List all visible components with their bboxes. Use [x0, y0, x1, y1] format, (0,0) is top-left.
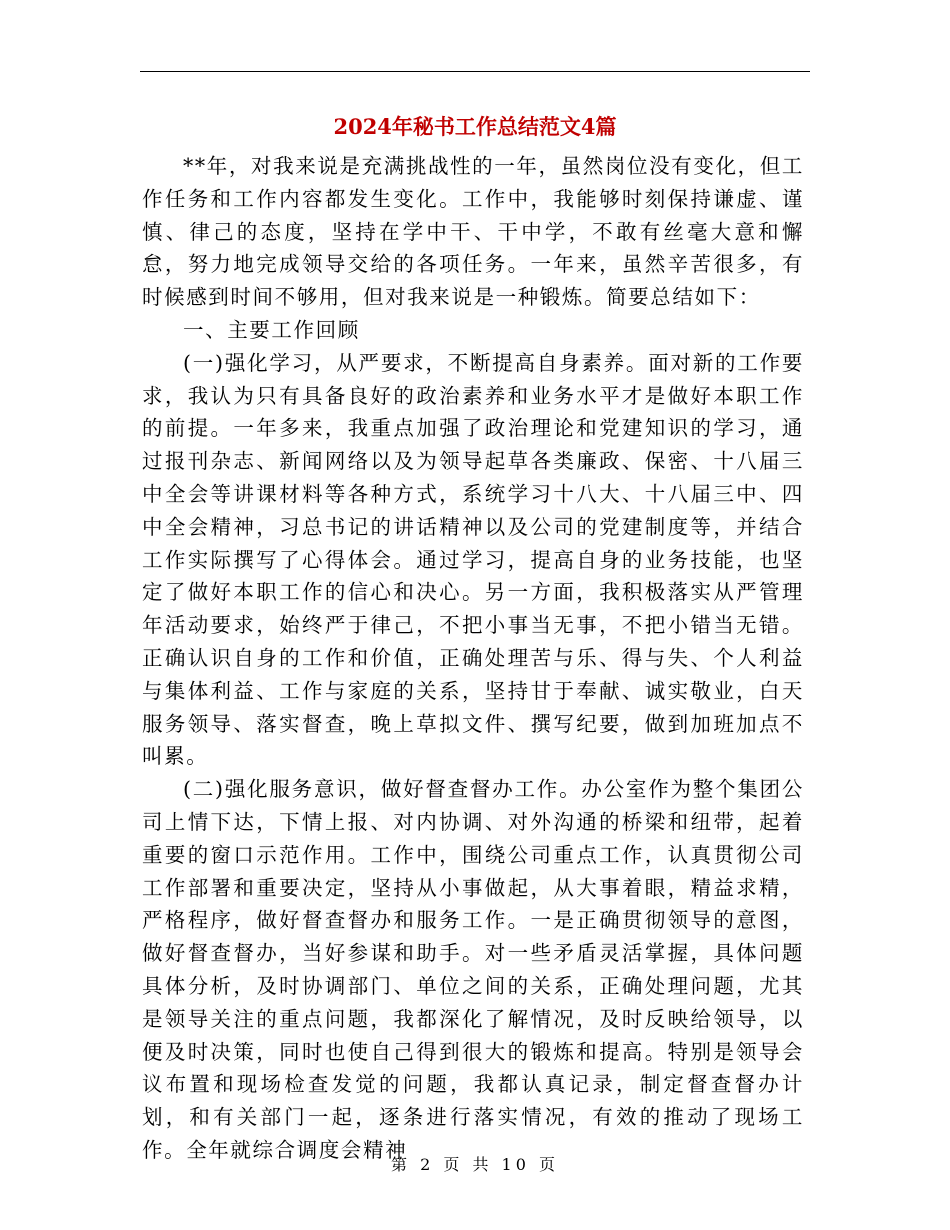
paragraph-service: (二)强化服务意识，做好督查督办工作。办公室作为整个集团公司上情下达，下情上报、对内协调、对外沟通的桥梁和纽带，起着重要的窗口示范作用。工作中，围绕公司重点工作，认真贯彻公司工作部署和重要决定，坚持从小事做起，从大事着眼，精益求精，严格程序，做好督查督办和服务工作。一是正确贯彻领导的意图，做好督查督办，当好参谋和助手。对一些矛盾灵活掌握，具体问题具体分析，及时协调部门、单位之间的关系，正确处理问题，尤其是领导关注的重点问题，我都深化了解情况，及时反映给领导，以便及时决策，同时也使自己得到很大的锻炼和提高。特别是领导会议布置和现场检查发觉的问题，我都认真记录，制定督查督办计划，和有关部门一起，逐条进行落实情况，有效的推动了现场工作。全年就综合调度会精神 [142, 777, 804, 1162]
document-body [142, 150, 804, 1167]
paragraph-study: (一)强化学习，从严要求，不断提高自身素养。面对新的工作要求，我认为只有具备良好的政治素养和业务水平才是做好本职工作的前提。一年多来，我重点加强了政治理论和党建知识的学习，通过报刊杂志、新闻网络以及为领导起草各类廉政、保密、十八届三中全会等讲课材料等各种方式，系统学习十八大、十八届三中、四中全会精神，习总书记的讲话精神以及公司的党建制度等，并结合工作实际撰写了心得体会。通过学习，提高自身的业务技能，也坚定了做好本职工作的信心和决心。另一方面，我积极落实从严管理年活动要求，始终严于律己，不把小事当无事，不把小错当无错。正确认识自身的工作和价值，正确处理苦与乐、得与失、个人利益与集体利益、工作与家庭的关系，坚持甘于奉献、诚实敬业，白天服务领导、落实督查，晚上草拟文件、撰写纪要，做到加班加点不叫累。 [142, 350, 804, 769]
header-rule [140, 71, 810, 72]
page-number-footer: 第 2 页 共 10 页 [391, 1155, 559, 1174]
document-title: 2024年秘书工作总结范文4篇 [333, 114, 617, 139]
paragraph-intro: **年，对我来说是充满挑战性的一年，虽然岗位没有变化，但工作任务和工作内容都发生变化。工作中，我能够时刻保持谦虚、谨慎、律己的态度，坚持在学中干、干中学，不敢有丝毫大意和懈怠，努力地完成领导交给的各项任务。一年来，虽然辛苦很多，有时候感到时间不够用，但对我来说是一种锻炼。简要总结如下： [142, 154, 804, 310]
section-heading-main-review: 一、主要工作回顾 [183, 317, 360, 342]
